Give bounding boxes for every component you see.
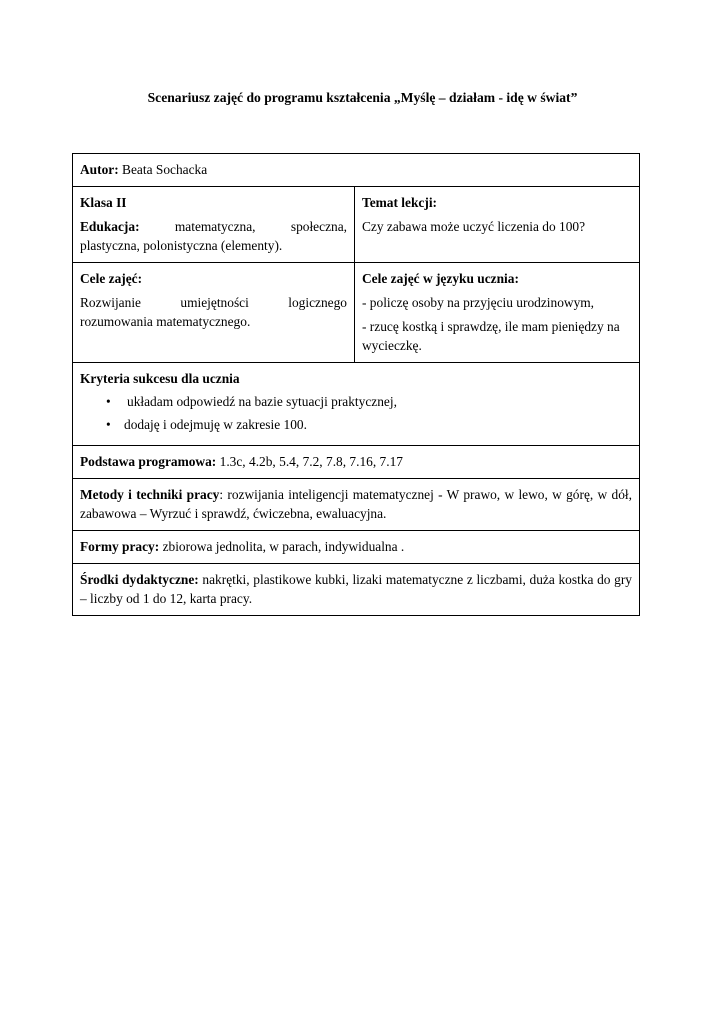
goals-first-line: [80, 293, 347, 312]
criteria-row: [73, 363, 640, 446]
work-forms-cell: [73, 531, 640, 564]
goals-word-1: Rozwijanie: [80, 295, 141, 310]
list-item: [80, 392, 632, 411]
curriculum-cell: [73, 446, 640, 479]
criteria-label: Kryteria sukcesu dla ucznia: [80, 371, 240, 386]
teaching-aids-label: Środki dydaktyczne:: [80, 572, 199, 587]
goals-label: Cele zajęć:: [80, 271, 143, 286]
work-forms-row: [73, 531, 640, 564]
goals-row: [73, 263, 640, 363]
methods-row: [73, 479, 640, 531]
teaching-aids-row: [73, 564, 640, 616]
work-forms-value: zbiorowa jednolita, w parach, indywidualna .: [162, 539, 405, 554]
lesson-plan-table: [72, 153, 640, 616]
goals-word-2: umiejętności: [180, 295, 249, 310]
student-goal-item: - policzę osoby na przyjęciu urodzinowym,: [362, 295, 595, 310]
topic-label: Temat lekcji:: [362, 195, 437, 210]
education-word-2: społeczna,: [290, 219, 347, 234]
criteria-list: [80, 392, 632, 434]
goals-rest: rozumowania matematycznego.: [80, 314, 251, 329]
author-value: Beata Sochacka: [122, 162, 208, 177]
curriculum-row: [73, 446, 640, 479]
education-label: Edukacja:: [80, 219, 140, 234]
student-goal-item: - rzucę kostką i sprawdzę, ile mam pieniędzy na wycieczkę.: [362, 319, 620, 353]
bullet-icon: •: [106, 417, 111, 432]
curriculum-label: Podstawa programowa:: [80, 454, 217, 469]
teaching-aids-value: nakrętki, plastikowe kubki, lizaki matematyczne z liczbami, duża kostka do gry – liczby od 1 do 12, karta pracy.: [80, 572, 632, 606]
methods-label: Metody i techniki pracy: [80, 487, 220, 502]
bullet-icon: •: [106, 394, 111, 409]
criteria-cell: [73, 363, 640, 446]
author-cell: [73, 154, 640, 187]
goals-cell: [73, 263, 355, 363]
education-rest: plastyczna, polonistyczna (elementy).: [80, 238, 283, 253]
document-title: Scenariusz zajęć do programu kształcenia „Myślę – działam - idę w świat”: [147, 90, 578, 105]
methods-cell: [73, 479, 640, 531]
topic-value: Czy zabawa może uczyć liczenia do 100?: [362, 219, 586, 234]
teaching-aids-cell: [73, 564, 640, 616]
author-label: Autor:: [80, 162, 119, 177]
topic-cell: [355, 187, 640, 263]
author-row: [73, 154, 640, 187]
curriculum-value: 1.3c, 4.2b, 5.4, 7.2, 7.8, 7.16, 7.17: [219, 454, 403, 469]
criteria-item-text: układam odpowiedź na bazie sytuacji praktycznej,: [127, 394, 397, 409]
criteria-item-text: dodaję i odejmuję w zakresie 100.: [124, 417, 307, 432]
class-label: Klasa II: [80, 195, 127, 210]
class-topic-row: [73, 187, 640, 263]
work-forms-label: Formy pracy:: [80, 539, 160, 554]
student-goals-cell: [355, 263, 640, 363]
education-first-line: [80, 217, 347, 236]
list-item: [80, 415, 632, 434]
student-goals-label: Cele zajęć w języku ucznia:: [362, 271, 519, 286]
class-cell: [73, 187, 355, 263]
goals-word-3: logicznego: [288, 295, 347, 310]
methods-value: : rozwijania inteligencji matematycznej - W prawo, w lewo, w górę, w dół, zabawowa – Wyrzuć i sprawdź, ćwiczebna, ewaluacyjna.: [80, 487, 632, 521]
education-word-1: matematyczna,: [174, 219, 256, 234]
